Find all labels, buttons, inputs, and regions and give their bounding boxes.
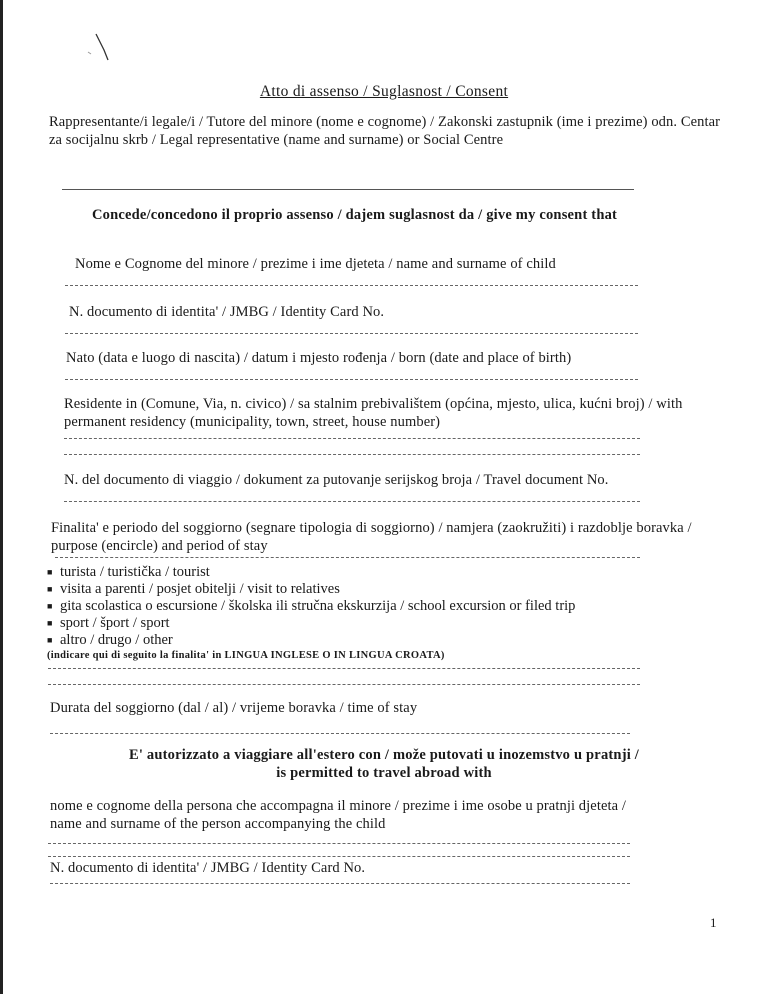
child-id-field-line[interactable]	[65, 333, 638, 334]
companion-id-label: N. documento di identita' / JMBG / Identity Card No.	[50, 860, 366, 876]
residence-field-line-2[interactable]	[64, 454, 640, 455]
purpose-label: Finalita' e periodo del soggiorno (segnare tipologia di soggiorno) / namjera (zaokružiti) i razdoblje boravka / purpose (encircle) and period of stay	[51, 520, 692, 554]
purpose-field-line[interactable]	[55, 557, 640, 558]
purpose-note-field-line-2[interactable]	[48, 684, 640, 685]
purpose-option-school[interactable]: ■ gita scolastica o escursione / školska ili stručna ekskurzija / school excursion or filed trip	[47, 598, 575, 615]
purpose-option-relatives[interactable]: ■ visita a parenti / posjet obitelji / visit to relatives	[47, 581, 575, 598]
page-number: 1	[710, 915, 717, 930]
residence-label: Residente in (Comune, Via, n. civico) / sa stalnim prebivalištem (općina, mjesto, ulica, kućni broj) / with permanent residency (municipality, town, street, house number)	[64, 396, 683, 430]
purpose-option-sport[interactable]: ■ sport / šport / sport	[47, 615, 575, 632]
companion-field-line-2[interactable]	[48, 856, 630, 857]
purpose-note-field-line-1[interactable]	[48, 668, 640, 669]
child-id-label: N. documento di identita' / JMBG / Identity Card No.	[69, 304, 385, 320]
duration-label: Durata del soggiorno (dal / al) / vrijeme boravka / time of stay	[50, 700, 418, 716]
residence-field-line-1[interactable]	[64, 438, 640, 439]
child-name-field-line[interactable]	[65, 285, 638, 286]
companion-label: nome e cognome della persona che accompagna il minore / prezime i ime osobe u pratnji djeteta / name and surname of the person accompanying the child	[50, 798, 626, 832]
birth-label: Nato (data e luogo di nascita) / datum i mjesto rođenja / born (date and place of birth)	[66, 350, 572, 366]
birth-field-line[interactable]	[65, 379, 638, 380]
pen-mark	[82, 30, 122, 66]
child-name-label: Nome e Cognome del minore / prezime i ime djeteta / name and surname of child	[75, 256, 556, 272]
duration-field-line[interactable]	[50, 733, 630, 734]
representative-field-line[interactable]	[62, 189, 634, 190]
representative-label: Rappresentante/i legale/i / Tutore del minore (nome e cognome) / Zakonski zastupnik (ime i prezime) odn. Centar za socijalnu skrb / Legal representative (name and surname) or Social Centre	[49, 114, 721, 148]
scan-edge	[0, 0, 3, 994]
travel-doc-label: N. del documento di viaggio / dokument za putovanje serijskog broja / Travel document No.	[64, 472, 609, 488]
document-title: Atto di assenso / Suglasnost / Consent	[259, 83, 509, 100]
consent-heading: Concede/concedono il proprio assenso / dajem suglasnost da / give my consent that	[92, 207, 618, 223]
travel-doc-field-line[interactable]	[64, 501, 640, 502]
purpose-note: (indicare qui di seguito la finalita' in LINGUA INGLESE O IN LINGUA CROATA)	[47, 650, 445, 661]
authorized-heading-line-1: E' autorizzato a viaggiare all'estero con / može putovati u inozemstvo u pratnji /	[128, 747, 640, 763]
purpose-option-tourist[interactable]: ■ turista / turistička / tourist	[47, 564, 575, 581]
purpose-option-other[interactable]: ■ altro / drugo / other	[47, 632, 575, 649]
authorized-heading-line-2: is permitted to travel abroad with	[276, 765, 492, 781]
purpose-options-list	[47, 564, 575, 649]
companion-id-field-line[interactable]	[50, 883, 630, 884]
companion-field-line-1[interactable]	[48, 843, 630, 844]
